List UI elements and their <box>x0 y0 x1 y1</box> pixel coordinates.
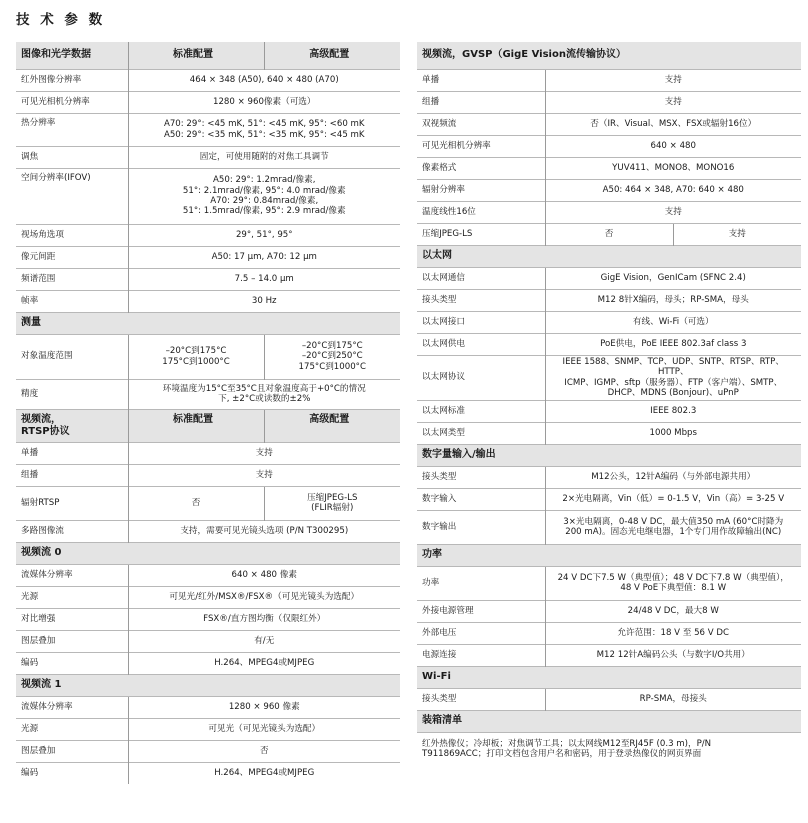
spec-label: 双视频流 <box>417 113 545 135</box>
spec-value: 24/48 V DC，最大8 W <box>545 600 801 622</box>
spec-value: A50: 464 × 348, A70: 640 × 480 <box>545 179 801 201</box>
spec-value: 有/无 <box>128 630 400 652</box>
spec-value: 24 V DC下7.5 W（典型值）；48 V DC下7.8 W（典型值）， 48 V PoE下典型值：8.1 W <box>545 566 801 600</box>
rtsp-section-title: 视频流， RTSP协议 <box>16 409 128 442</box>
spec-value: M12 8针X编码，母头；RP-SMA，母头 <box>545 289 801 311</box>
imaging-section-header <box>16 42 400 69</box>
spec-value: 1280 × 960 像素 <box>128 696 400 718</box>
spec-label: 辐射RTSP <box>16 486 128 520</box>
spec-row <box>16 464 400 486</box>
spec-row <box>16 224 400 246</box>
spec-row <box>417 422 801 444</box>
left-spec-column <box>16 42 400 784</box>
spec-label: 功率 <box>417 566 545 600</box>
spec-row <box>16 486 400 520</box>
spec-value: IEEE 802.3 <box>545 400 801 422</box>
spec-label: 外接电源管理 <box>417 600 545 622</box>
spec-label: 外部电压 <box>417 622 545 644</box>
spec-label: 编码 <box>16 652 128 674</box>
spec-row <box>16 630 400 652</box>
spec-value: FSX®/直方图均衡（仅限红外） <box>128 608 400 630</box>
spec-label: 调焦 <box>16 146 128 168</box>
spec-value: 29°, 51°, 95° <box>128 224 400 246</box>
spec-row <box>16 520 400 542</box>
spec-row <box>16 268 400 290</box>
spec-value: A70: 29°: <45 mK, 51°: <45 mK, 95°: <60 mK A50: 29°: <35 mK, 51°: <35 mK, 95°: <45 mK <box>128 113 400 146</box>
spec-label: 编码 <box>16 762 128 784</box>
spec-label: 可见光相机分辨率 <box>16 91 128 113</box>
spec-row <box>417 113 801 135</box>
power-section-header <box>417 544 801 566</box>
spec-label: 流媒体分辨率 <box>16 564 128 586</box>
ethernet-section-title: 以太网 <box>417 245 801 267</box>
spec-row <box>16 379 400 409</box>
spec-row <box>16 146 400 168</box>
spec-label: 组播 <box>16 464 128 486</box>
spec-label: 接头类型 <box>417 688 545 710</box>
spec-row <box>16 608 400 630</box>
spec-value: 环境温度为15°C至35°C且对象温度高于+0°C的情况 下, ±2°C或读数的±2% <box>128 379 400 409</box>
spec-label: 对象温度范围 <box>16 334 128 379</box>
spec-value: 7.5 – 14.0 µm <box>128 268 400 290</box>
right-spec-column <box>417 42 801 766</box>
page-title: 技 术 参 数 <box>16 12 106 28</box>
spec-label: 以太网供电 <box>417 333 545 355</box>
packing-list-text: 红外热像仪；冷却板；对焦调节工具；以太网线M12至RJ45F (0.3 m)，P/N T911869ACC；打印文档包含用户名和密码，用于登录热像仪的网页界面 <box>417 732 801 766</box>
spec-row <box>417 157 801 179</box>
spec-row <box>16 696 400 718</box>
left-spec-table <box>16 42 400 784</box>
spec-value: 2×光电隔离，Vin（低）= 0-1.5 V，Vin（高）= 3-25 V <box>545 488 801 510</box>
measure-section-header <box>16 312 400 334</box>
standard-config-heading: 标准配置 <box>128 409 264 442</box>
spec-value-standard: 否 <box>128 486 264 520</box>
spec-label: 精度 <box>16 379 128 409</box>
stream1-section-title: 视频流 1 <box>16 674 400 696</box>
spec-value: 固定，可使用随附的对焦工具调节 <box>128 146 400 168</box>
spec-label: 以太网协议 <box>417 355 545 400</box>
spec-label: 图层叠加 <box>16 740 128 762</box>
spec-label: 单播 <box>16 442 128 464</box>
spec-row <box>16 762 400 784</box>
spec-label: 频谱范围 <box>16 268 128 290</box>
spec-label: 以太网标准 <box>417 400 545 422</box>
dio-section-title: 数字量输入/输出 <box>417 444 801 466</box>
ethernet-section-header <box>417 245 801 267</box>
spec-label: 以太网类型 <box>417 422 545 444</box>
spec-label: 像素格式 <box>417 157 545 179</box>
spec-row <box>16 246 400 268</box>
spec-value: YUV411、MONO8、MONO16 <box>545 157 801 179</box>
spec-value-standard: –20°C到175°C 175°C到1000°C <box>128 334 264 379</box>
spec-label: 电源连接 <box>417 644 545 666</box>
spec-value: 30 Hz <box>128 290 400 312</box>
packing-row <box>417 732 801 766</box>
spec-row <box>417 510 801 544</box>
spec-row <box>417 566 801 600</box>
spec-value: 支持 <box>128 442 400 464</box>
spec-row <box>16 442 400 464</box>
spec-value: GigE Vision，GenICam (SFNC 2.4) <box>545 267 801 289</box>
standard-config-heading: 标准配置 <box>128 42 264 69</box>
spec-row <box>417 333 801 355</box>
spec-value-standard: 否 <box>545 223 673 245</box>
spec-row <box>417 355 801 400</box>
spec-value: 464 × 348 (A50), 640 × 480 (A70) <box>128 69 400 91</box>
spec-value-advanced: –20°C到175°C –20°C到250°C 175°C到1000°C <box>264 334 400 379</box>
spec-value: RP-SMA，母接头 <box>545 688 801 710</box>
spec-row <box>417 69 801 91</box>
spec-label: 帧率 <box>16 290 128 312</box>
gvsp-section-title: 视频流，GVSP（GigE Vision流传输协议） <box>417 42 801 69</box>
spec-label: 热分辨率 <box>16 113 128 146</box>
packing-section-title: 装箱清单 <box>417 710 801 732</box>
spec-label: 以太网通信 <box>417 267 545 289</box>
spec-label: 流媒体分辨率 <box>16 696 128 718</box>
spec-value: M12 12针A编码公头（与数字I/O共用） <box>545 644 801 666</box>
packing-section-header <box>417 710 801 732</box>
spec-label: 数字输入 <box>417 488 545 510</box>
spec-value: 640 × 480 像素 <box>128 564 400 586</box>
advanced-config-heading: 高级配置 <box>264 409 400 442</box>
spec-value: 640 × 480 <box>545 135 801 157</box>
spec-value: 有线、Wi-Fi（可选） <box>545 311 801 333</box>
right-spec-table <box>417 42 801 766</box>
spec-label: 像元间距 <box>16 246 128 268</box>
advanced-config-heading: 高级配置 <box>264 42 400 69</box>
spec-row <box>417 466 801 488</box>
spec-row <box>417 488 801 510</box>
spec-value: PoE供电，PoE IEEE 802.3af class 3 <box>545 333 801 355</box>
wifi-section-header <box>417 666 801 688</box>
spec-row <box>16 652 400 674</box>
spec-row <box>16 586 400 608</box>
stream0-section-title: 视频流 0 <box>16 542 400 564</box>
spec-value-advanced: 压缩JPEG-LS (FLIR辐射) <box>264 486 400 520</box>
spec-row <box>417 179 801 201</box>
spec-row <box>417 622 801 644</box>
spec-value: 支持 <box>545 69 801 91</box>
spec-row <box>16 69 400 91</box>
imaging-section-title: 图像和光学数据 <box>16 42 128 69</box>
spec-label: 对比增强 <box>16 608 128 630</box>
spec-value: 1280 × 960像素（可选） <box>128 91 400 113</box>
spec-value: 否（IR、Visual、MSX、FSX或辐射16位） <box>545 113 801 135</box>
spec-row <box>16 91 400 113</box>
spec-label: 光源 <box>16 586 128 608</box>
spec-value: A50: 29°: 1.2mrad/像素, 51°: 2.1mrad/像素, 95°: 4.0 mrad/像素 A70: 29°: 0.84mrad/像素, 51°: 1.5mrad/像素, 95°: 2.9 mrad/像素 <box>128 168 400 224</box>
spec-row <box>16 334 400 379</box>
gvsp-section-header <box>417 42 801 69</box>
spec-value: 支持 <box>545 91 801 113</box>
spec-value: 支持，需要可见光镜头选项 (P/N T300295) <box>128 520 400 542</box>
spec-row <box>16 718 400 740</box>
spec-label: 组播 <box>417 91 545 113</box>
spec-row <box>417 311 801 333</box>
spec-label: 多路图像流 <box>16 520 128 542</box>
spec-label: 接头类型 <box>417 289 545 311</box>
spec-label: 可见光相机分辨率 <box>417 135 545 157</box>
spec-label: 数字输出 <box>417 510 545 544</box>
rtsp-section-header <box>16 409 400 442</box>
spec-label: 红外图像分辨率 <box>16 69 128 91</box>
spec-label: 空间分辨率(IFOV) <box>16 168 128 224</box>
spec-label: 以太网接口 <box>417 311 545 333</box>
power-section-title: 功率 <box>417 544 801 566</box>
spec-label: 温度线性16位 <box>417 201 545 223</box>
spec-label: 压缩JPEG-LS <box>417 223 545 245</box>
spec-value: IEEE 1588、SNMP、TCP、UDP、SNTP、RTSP、RTP、HTTP、 ICMP、IGMP、sftp（服务器）、FTP（客户端）、SMTP、 DHCP、MDNS (Bonjour)、uPnP <box>545 355 801 400</box>
measure-section-title: 测量 <box>16 312 400 334</box>
spec-row <box>16 290 400 312</box>
spec-value: 允许范围：18 V 至 56 V DC <box>545 622 801 644</box>
spec-row <box>417 135 801 157</box>
spec-label: 接头类型 <box>417 466 545 488</box>
wifi-section-title: Wi-Fi <box>417 666 801 688</box>
spec-row <box>417 201 801 223</box>
spec-value: 可见光（可见光镜头为选配） <box>128 718 400 740</box>
stream0-section-header <box>16 542 400 564</box>
spec-row <box>417 289 801 311</box>
spec-value: 3×光电隔离，0-48 V DC，最大值350 mA (60°C时降为 200 mA)。固态光电继电器，1个专门用作故障输出(NC) <box>545 510 801 544</box>
spec-value: 支持 <box>545 201 801 223</box>
spec-row <box>417 91 801 113</box>
spec-label: 单播 <box>417 69 545 91</box>
spec-row <box>16 740 400 762</box>
spec-value: 可见光/红外/MSX®/FSX®（可见光镜头为选配） <box>128 586 400 608</box>
spec-row <box>16 564 400 586</box>
spec-value: H.264、MPEG4或MJPEG <box>128 652 400 674</box>
spec-value-advanced: 支持 <box>673 223 801 245</box>
spec-label: 辐射分辨率 <box>417 179 545 201</box>
spec-value: A50: 17 µm, A70: 12 µm <box>128 246 400 268</box>
spec-value: H.264、MPEG4或MJPEG <box>128 762 400 784</box>
stream1-section-header <box>16 674 400 696</box>
dio-section-header <box>417 444 801 466</box>
spec-label: 图层叠加 <box>16 630 128 652</box>
spec-row <box>16 113 400 146</box>
spec-row <box>417 223 801 245</box>
spec-row <box>417 644 801 666</box>
spec-row <box>417 688 801 710</box>
spec-row <box>417 400 801 422</box>
spec-value: M12公头，12针A编码（与外部电源共用） <box>545 466 801 488</box>
spec-value: 1000 Mbps <box>545 422 801 444</box>
spec-row <box>417 267 801 289</box>
spec-value: 否 <box>128 740 400 762</box>
spec-value: 支持 <box>128 464 400 486</box>
spec-row <box>417 600 801 622</box>
spec-label: 视场角选项 <box>16 224 128 246</box>
spec-row <box>16 168 400 224</box>
spec-label: 光源 <box>16 718 128 740</box>
